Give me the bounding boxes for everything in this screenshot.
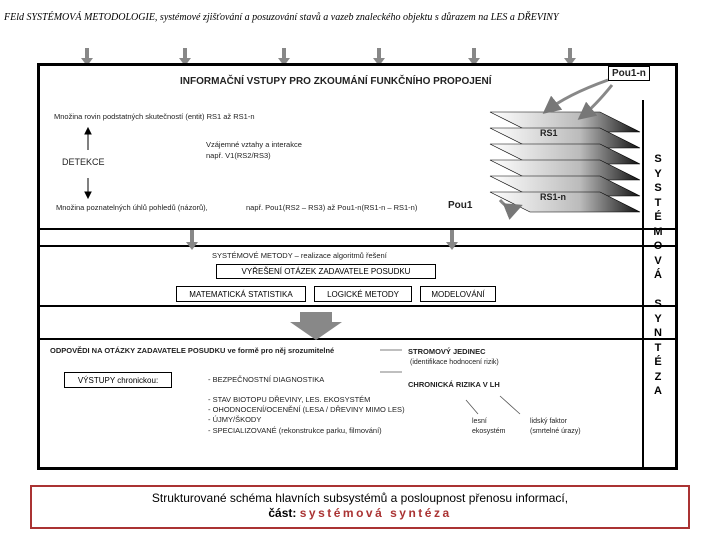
side-letter: É [654,211,662,223]
side-letter: M [653,225,663,238]
right-item-human: lidský faktor [530,418,567,425]
side-letter: T [654,196,662,209]
method-box-statistics: MATEMATICKÁ STATISTIKA [176,286,306,302]
output-item-5: - SPECIALIZOVANÉ (rekonstrukce parku, filmování) [208,426,382,435]
views-text: Množina poznatelných úhlů pohledů (názorů), [56,203,208,212]
side-letter: O [653,240,663,252]
interactions-text: Vzájemné vztahy a interakce [206,140,302,149]
caption-line2 [32,506,688,521]
side-letter: S [654,182,662,194]
views-example: např. Pou1(RS2 – RS3) až Pou1-n(RS1-n – RS1-n) [246,203,418,212]
right-item-tree: STROMOVÝ JEDINEC [408,347,486,356]
side-letter: S [654,298,662,310]
methods-title: SYSTÉMOVÉ METODY – realizace algoritmů řešení [212,251,387,260]
side-letter: A [654,385,662,397]
side-letter: Y [654,167,662,180]
side-letter: É [654,356,662,368]
side-letter: Z [654,370,662,383]
method-box-logic: LOGICKÉ METODY [314,286,412,302]
set-levels-text: Množina rovin podstatných skutečností (entit) RS1 až RS1-n [54,112,255,121]
side-letter [644,283,672,298]
side-letter: S [654,153,662,165]
side-letter: Á [654,269,662,281]
right-item-forest: lesní [472,418,487,425]
side-letter: Y [654,312,662,325]
layer-label-rs1: RS1 [540,128,558,138]
side-letter: T [654,341,662,354]
caption-emphasis: systémová syntéza [299,506,452,520]
output-item-4: - ÚJMY/ŠKODY [208,415,262,424]
output-item-2: - STAV BIOTOPU DŘEVINY, LES. EKOSYSTÉM [208,395,371,404]
right-item-deaths: (smrtelné úrazy) [530,428,581,435]
output-item-3: - OHODNOCENÍ/OCENĚNÍ (LESA / DŘEVINY MIMO LES) [208,405,405,414]
right-item-ecosystem: ekosystém [472,428,506,435]
pou-top-label: Pou1-n [608,66,650,81]
side-vertical-label [644,152,672,399]
caption-box [30,485,690,529]
right-item-chronic: CHRONICKÁ RIZIKA V LH [408,380,500,389]
method-box-modeling: MODELOVÁNÍ [420,286,496,302]
answer-text: ODPOVĚDI NA OTÁZKY ZADAVATELE POSUDKU ve formě pro něj srozumitelné [50,346,335,355]
outputs-box: VÝSTUPY chronickou: [64,372,172,388]
page-title: FEld SYSTÉMOVÁ METODOLOGIE, systémové zjišťování a posuzování stavů a vazeb znaleckého objektu s důrazem na LES a DŘEVINY [4,12,559,23]
interactions-example: např. V1(RS2/RS3) [206,151,271,160]
side-letter: N [654,327,662,339]
detector-label: DETEKCE [62,157,105,167]
caption-line1: Strukturované schéma hlavních subsystémů a posloupnost přenosu informací, [151,491,569,505]
resolve-box: VYŘEŠENÍ OTÁZEK ZADAVATELE POSUDKU [216,264,436,279]
layer-label-rs1n: RS1-n [540,192,567,202]
right-item-risk-note: (identifikace hodnocení rizik) [410,359,499,366]
pou-bottom-label: Pou1 [448,200,473,211]
caption-prefix: část: [268,506,297,520]
side-letter: V [654,254,662,267]
inputs-title: INFORMAČNÍ VSTUPY PRO ZKOUMÁNÍ FUNKČNÍHO PROPOJENÍ [180,76,492,87]
output-item-1: - BEZPEČNOSTNÍ DIAGNOSTIKA [208,375,325,384]
